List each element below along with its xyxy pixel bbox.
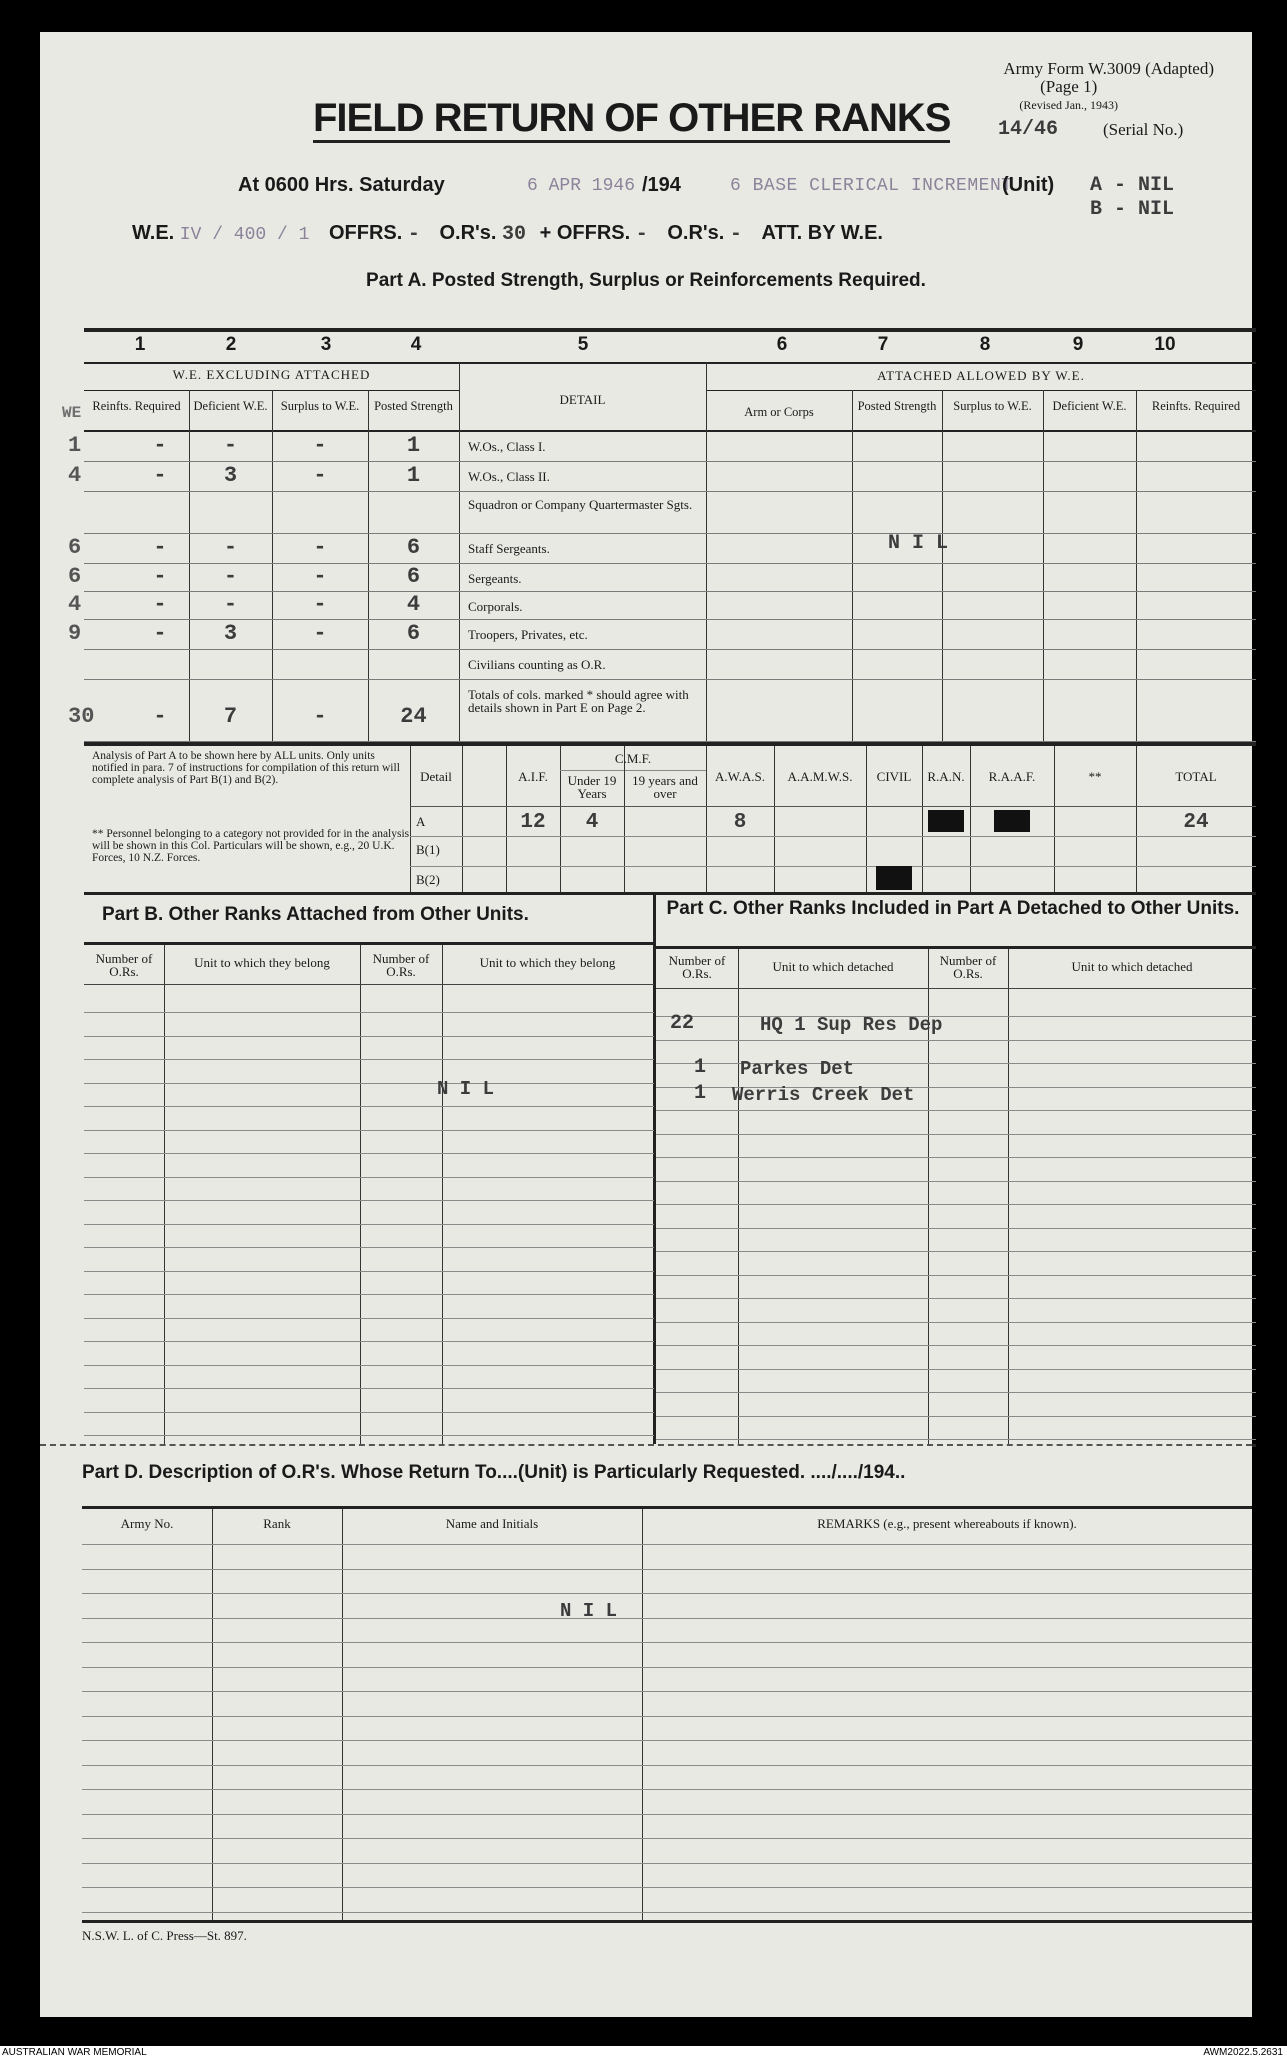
we-value: 4	[68, 463, 82, 488]
part-d-heading: Part D. Description of O.R's. Whose Return To....(Unit) is Particularly Requested. ..../..../194..	[82, 1462, 906, 1483]
cmf-under-value: 4	[585, 811, 599, 834]
redaction-civil	[876, 866, 912, 890]
part-c-row-rule	[656, 1181, 1256, 1182]
detail-label: Staff Sergeants.	[468, 541, 550, 556]
part-b-row-rule	[84, 1036, 654, 1037]
part-d-row-rule	[82, 1593, 1252, 1594]
column-rule	[942, 390, 943, 742]
total-head: TOTAL	[1175, 769, 1217, 784]
part-c-row-rule	[656, 1275, 1256, 1276]
detail-label: Sergeants.	[468, 571, 522, 586]
right-col-head: Arm or Corps	[744, 405, 814, 419]
part-d-row-rule	[82, 1789, 1252, 1790]
part-b-row-rule	[84, 1341, 654, 1342]
total-value: 24	[1183, 811, 1209, 834]
part-b-row-rule	[84, 1153, 654, 1154]
aif-value: 12	[520, 811, 546, 834]
we-value: 6	[68, 535, 82, 560]
attached-allowed-heading: ATTACHED ALLOWED BY W.E.	[877, 368, 1085, 383]
ors2-label: O.R's.	[667, 222, 725, 244]
right-col-head: Reinfts. Required	[1151, 399, 1241, 413]
part-b-row-rule	[84, 1294, 654, 1295]
part-c-row-rule	[656, 1110, 1256, 1111]
part-a-heading: Part A. Posted Strength, Surplus or Reinforcements Required.	[366, 270, 926, 291]
part-c-unit-1: HQ 1 Sup Res Dep	[760, 1014, 943, 1036]
part-b-row-rule	[84, 1247, 654, 1248]
row-rule	[84, 649, 1256, 650]
form-id: Army Form W.3009 (Adapted)	[1003, 59, 1214, 78]
part-d-row-rule	[82, 1838, 1252, 1839]
redaction-ran	[928, 810, 964, 832]
form-revised: (Revised Jan., 1943)	[1019, 98, 1119, 112]
fold-line	[40, 1444, 1252, 1446]
row-rule	[84, 679, 1256, 680]
part-c-row-rule	[656, 1134, 1256, 1135]
part-b-row-rule	[84, 1177, 654, 1178]
column-number: 3	[320, 334, 332, 355]
we-value: 9	[68, 621, 82, 646]
analysis-detail-head: Detail	[420, 769, 452, 784]
raaf-head: R.A.A.F.	[988, 769, 1036, 784]
form-sheet	[40, 32, 1252, 2017]
part-b-row-rule	[84, 1059, 654, 1060]
analysis-rule	[410, 746, 411, 892]
serial-label: (Serial No.)	[1103, 120, 1184, 139]
reinfts-value: -	[153, 704, 167, 729]
plus-offrs-value: -	[635, 223, 648, 246]
part-c-row-rule	[656, 1157, 1256, 1158]
part-d-row-rule	[82, 1716, 1252, 1717]
deficient-value: 7	[223, 704, 238, 729]
part-c-row-rule	[656, 1345, 1256, 1346]
part-c-row-rule	[656, 1322, 1256, 1323]
part-b-row-rule	[84, 1435, 654, 1436]
part-d-head: Army No.	[120, 1516, 174, 1531]
analysis-row-label: A	[416, 814, 426, 829]
column-rule	[459, 362, 460, 392]
part-c-num-3: 1	[694, 1082, 707, 1105]
part-c-row-rule	[656, 1369, 1256, 1370]
left-col-head: Surplus to W.E.	[280, 399, 360, 413]
part-d-nil: N I L	[560, 1600, 618, 1622]
part-c-head: Number of O.Rs.	[668, 953, 726, 981]
surplus-value: -	[313, 433, 327, 458]
part-d-row-rule	[82, 1814, 1252, 1815]
part-c-row-rule	[656, 1298, 1256, 1299]
part-b-head: Unit to which they belong	[479, 955, 616, 970]
part-d-row-rule	[82, 1912, 1252, 1913]
detail-label: Civilians counting as O.R.	[468, 657, 606, 672]
part-b-row-rule	[84, 1224, 654, 1225]
part-c-row-rule	[656, 1016, 1256, 1017]
surplus-value: -	[313, 463, 327, 488]
deficient-value: -	[223, 433, 238, 458]
left-col-head: Deficient W.E.	[193, 399, 268, 413]
column-number: 1	[134, 334, 146, 355]
column-number: 2	[225, 334, 237, 355]
analysis-note-2: ** Personnel belonging to a category not provided for in the analysis will be shown in this Col. Particulars will be shown, e.g., 20 U.K. Forces, 10 N.Z. Forces.	[92, 828, 410, 864]
part-c-num-1: 22	[670, 1012, 695, 1035]
part-d-row-rule	[82, 1765, 1252, 1766]
deficient-value: -	[223, 592, 238, 617]
part-c-unit-2: Parkes Det	[740, 1058, 855, 1080]
part-c-head: Unit to which detached	[772, 959, 894, 974]
part-c-row-rule	[656, 1228, 1256, 1229]
part-d-row-rule	[82, 1740, 1252, 1741]
part-c-head-rule	[656, 988, 1256, 989]
row-rule	[84, 533, 1256, 534]
part-c-row-rule	[656, 1439, 1256, 1440]
civil-head: CIVIL	[876, 769, 912, 784]
analysis-rule	[1054, 746, 1055, 892]
ors-label: O.R's.	[439, 222, 497, 244]
page-title: FIELD RETURN OF OTHER RANKS	[313, 96, 950, 143]
reinfts-value: -	[153, 433, 167, 458]
analysis-rule	[774, 746, 775, 892]
part-b-row-rule	[84, 1130, 654, 1131]
we-excluding-heading: W.E. EXCLUDING ATTACHED	[172, 367, 371, 382]
ors2-value: -	[729, 223, 742, 246]
reinfts-value: -	[153, 463, 167, 488]
part-c-heading: Part C. Other Ranks Included in Part A Detached to Other Units.	[666, 898, 1240, 919]
left-col-head: Reinfts. Required	[92, 399, 181, 413]
detail-label: Squadron or Company Quartermaster Sgts.	[468, 497, 693, 512]
serial-value: 14/46	[998, 118, 1059, 141]
column-number: 8	[979, 334, 991, 355]
part-c-row-rule	[656, 1040, 1256, 1041]
part-d-row-rule	[82, 1642, 1252, 1643]
b-nil-note: B - NIL	[1090, 198, 1175, 221]
archive-right: AWM2022.5.2631	[1203, 2047, 1283, 2058]
analysis-row-label: B(2)	[416, 872, 440, 887]
right-col-head: Surplus to W.E.	[953, 399, 1032, 413]
surplus-value: -	[313, 621, 327, 646]
redaction-raaf	[994, 810, 1030, 832]
analysis-row-rule	[410, 866, 1256, 867]
part-b-row-rule	[84, 1012, 654, 1013]
column-rule	[1043, 390, 1044, 742]
analysis-row-label: B(1)	[416, 842, 440, 857]
row-rule	[84, 461, 1256, 462]
surplus-value: -	[313, 704, 327, 729]
analysis-rule	[922, 746, 923, 892]
detail-label: Totals of cols. marked * should agree with details shown in Part E on Page 2.	[468, 687, 689, 715]
analysis-row-rule	[410, 836, 1256, 837]
awas-value: 8	[733, 811, 747, 834]
reinfts-value: -	[153, 564, 167, 589]
we-margin-label: WE	[62, 404, 82, 422]
row-rule	[84, 491, 1256, 492]
part-d-rule	[642, 1509, 643, 1920]
part-d-rule	[212, 1509, 213, 1920]
offrs-value: -	[407, 223, 420, 246]
we-label: W.E.	[132, 222, 175, 244]
column-number: 9	[1072, 334, 1084, 355]
reinfts-value: -	[153, 592, 167, 617]
form-page: (Page 1)	[1040, 77, 1098, 96]
a-nil-note: A - NIL	[1090, 174, 1175, 197]
surplus-value: -	[313, 564, 327, 589]
detail-label: Corporals.	[468, 599, 523, 614]
detail-label: Troopers, Privates, etc.	[468, 627, 588, 642]
unit-label: (Unit)	[1002, 174, 1055, 196]
part-d-head: Rank	[263, 1516, 291, 1531]
part-b-rule	[164, 945, 165, 1444]
posted-value: 6	[406, 621, 421, 646]
awas-head: A.W.A.S.	[714, 769, 766, 784]
analysis-rule	[462, 746, 463, 892]
analysis-row-rule	[560, 770, 706, 771]
offrs-label: OFFRS.	[328, 222, 403, 244]
part-d-row-rule	[82, 1863, 1252, 1864]
date-stamp: 6 APR 1946	[527, 176, 636, 196]
part-c-num-2: 1	[694, 1056, 707, 1079]
archive-footer	[0, 2046, 1287, 2061]
column-number: 7	[877, 334, 889, 355]
left-col-head: Posted Strength	[374, 399, 453, 413]
unit-stamp: 6 BASE CLERICAL INCREMENT	[730, 176, 1013, 196]
part-b-row-rule	[84, 1388, 654, 1389]
part-b-rule	[442, 945, 443, 1444]
detail-label: W.Os., Class II.	[468, 469, 550, 484]
part-c-unit-3: Werris Creek Det	[732, 1084, 915, 1106]
archive-left: AUSTRALIAN WAR MEMORIAL	[2, 2047, 147, 2058]
part-b-rule	[360, 945, 361, 1444]
part-b-head-rule	[84, 984, 654, 985]
posted-value: 4	[406, 592, 421, 617]
part-b-head: Unit to which they belong	[194, 955, 330, 970]
we-value: 1	[68, 433, 82, 458]
cmf-head: C.M.F.	[614, 751, 652, 766]
part-d-row-rule	[82, 1544, 1252, 1545]
posted-value: 1	[406, 463, 421, 488]
part-b-nil: N I L	[437, 1078, 495, 1100]
ors-value: 30	[502, 223, 527, 246]
we-value: IV / 400 / 1	[179, 225, 310, 245]
part-c-row-rule	[656, 1204, 1256, 1205]
year-label: /194	[642, 174, 681, 196]
column-rule	[706, 362, 707, 742]
form-id-block	[1003, 60, 1214, 114]
analysis-row-rule	[410, 806, 1256, 807]
part-d-row-rule	[82, 1887, 1252, 1888]
cmf-over-head: 19 years and over	[632, 773, 698, 801]
part-b-row-rule	[84, 1106, 654, 1107]
posted-value: 24	[400, 704, 427, 729]
detail-label: W.Os., Class I.	[468, 439, 546, 454]
column-numbers	[40, 334, 1252, 360]
aamws-head: A.A.M.W.S.	[787, 769, 853, 784]
column-number: 5	[577, 334, 589, 355]
cmf-under-head: Under 19 Years	[567, 773, 617, 801]
part-c-row-rule	[656, 1416, 1256, 1417]
deficient-value: -	[223, 564, 238, 589]
detail-heading: DETAIL	[559, 392, 606, 407]
surplus-value: -	[313, 535, 327, 560]
analysis-note-1: Analysis of Part A to be shown here by ALL units. Only units notified in para. 7 of instructions for compilation of this return will complete analysis of Part B(1) and B(2).	[92, 750, 400, 786]
row-rule	[84, 619, 1256, 620]
aif-head: A.I.F.	[518, 769, 548, 784]
surplus-value: -	[313, 592, 327, 617]
other-head: **	[1088, 769, 1102, 784]
we-value: 6	[68, 564, 82, 589]
part-d-head: REMARKS (e.g., present whereabouts if known).	[817, 1516, 1077, 1531]
part-d-row-rule	[82, 1667, 1252, 1668]
deficient-value: 3	[223, 621, 238, 646]
ran-head: R.A.N.	[927, 769, 965, 784]
time-label: At 0600 Hrs. Saturday	[238, 174, 445, 196]
analysis-rule	[970, 746, 971, 892]
analysis-rule	[624, 746, 625, 892]
deficient-value: -	[223, 535, 238, 560]
reinfts-value: -	[153, 621, 167, 646]
column-rule	[852, 390, 853, 742]
column-number: 6	[776, 334, 788, 355]
part-d-row-rule	[82, 1691, 1252, 1692]
plus-offrs-label: + OFFRS.	[539, 222, 631, 244]
part-b-row-rule	[84, 1083, 654, 1084]
column-rule	[1136, 390, 1137, 742]
attached-nil: N I L	[888, 532, 949, 555]
part-d-rule	[342, 1509, 343, 1920]
part-d-row-rule	[82, 1569, 1252, 1570]
part-d-head: Name and Initials	[445, 1516, 539, 1531]
posted-value: 6	[406, 535, 421, 560]
we-value: 4	[68, 592, 82, 617]
part-b-row-rule	[84, 1365, 654, 1366]
we-value: 30	[68, 704, 95, 729]
right-col-head: Deficient W.E.	[1052, 399, 1127, 413]
posted-value: 1	[406, 433, 421, 458]
analysis-rule	[866, 746, 867, 892]
part-b-heading: Part B. Other Ranks Attached from Other Units.	[102, 904, 529, 925]
part-b-row-rule	[84, 1318, 654, 1319]
deficient-value: 3	[223, 463, 238, 488]
posted-value: 6	[406, 564, 421, 589]
part-b-head: Number of O.Rs.	[372, 951, 430, 979]
reinfts-value: -	[153, 535, 167, 560]
part-b-row-rule	[84, 1271, 654, 1272]
we-line	[132, 222, 883, 246]
printer-imprint: N.S.W. L. of C. Press—St. 897.	[82, 1928, 247, 1943]
column-rule	[459, 390, 460, 742]
part-c-row-rule	[656, 1392, 1256, 1393]
att-label: ATT. BY W.E.	[761, 222, 883, 244]
part-c-row-rule	[656, 1251, 1256, 1252]
part-b-head: Number of O.Rs.	[95, 951, 153, 979]
part-b-row-rule	[84, 1200, 654, 1201]
part-b-row-rule	[84, 1412, 654, 1413]
column-number: 10	[1154, 334, 1176, 355]
part-d-row-rule	[82, 1618, 1252, 1619]
part-c-head: Unit to which detached	[1071, 959, 1193, 974]
column-number: 4	[410, 334, 422, 355]
right-col-head: Posted Strength	[857, 399, 937, 413]
part-c-head: Number of O.Rs.	[939, 953, 997, 981]
